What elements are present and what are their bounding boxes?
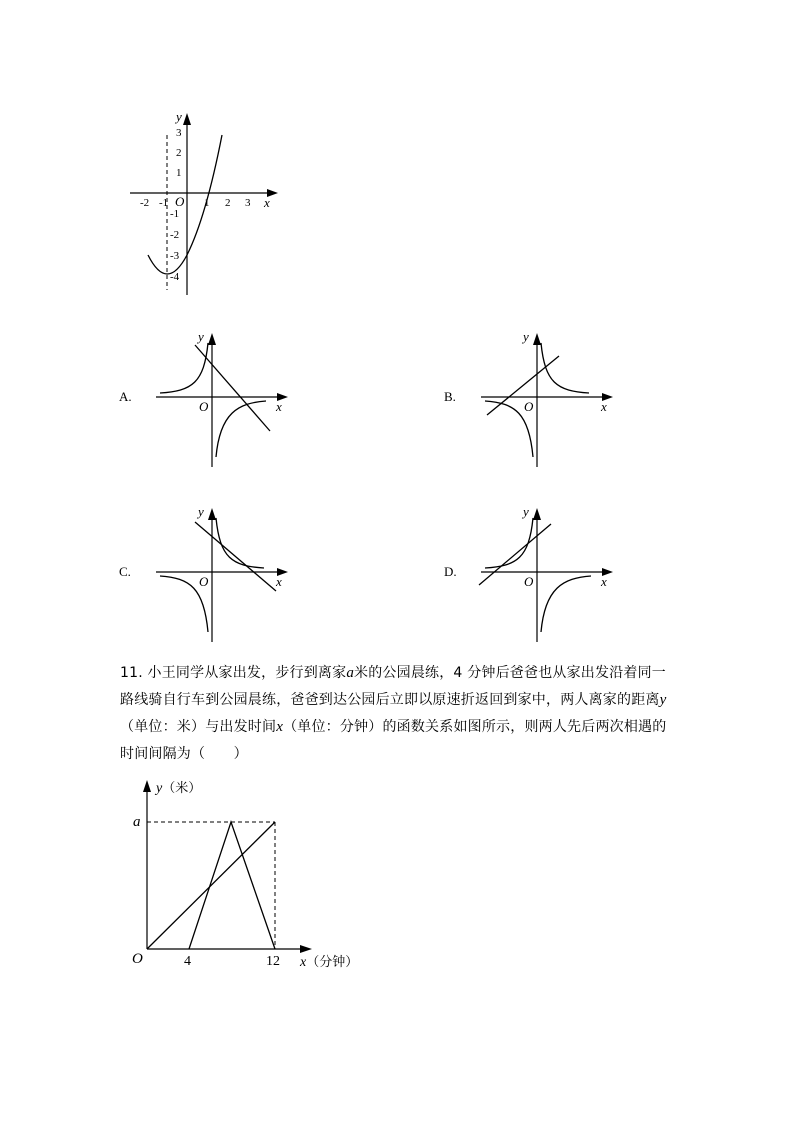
x-tick: 3 <box>245 197 251 209</box>
xiaowang-line <box>147 822 275 949</box>
variable-y: y <box>659 692 667 708</box>
y-tick: -4 <box>170 271 180 283</box>
y-tick: -2 <box>170 229 180 241</box>
question-text-part: 小王同学从家出发，步行到离家 <box>142 665 347 681</box>
y-tick: 3 <box>176 127 182 139</box>
hyperbola-branch <box>160 343 208 393</box>
question-number: 11. <box>120 665 143 681</box>
quadratic-graph <box>120 105 290 305</box>
y-axis-arrow <box>143 780 151 792</box>
option-c-label: C. <box>119 564 131 579</box>
y-var-label: y（米） <box>156 781 202 796</box>
y-label: y <box>198 329 204 344</box>
x-tick: 1 <box>204 197 210 209</box>
x-var-label: x（分钟） <box>300 955 359 970</box>
y-tick: 2 <box>176 147 182 159</box>
distance-time-graph <box>125 775 375 975</box>
variable-a: a <box>346 665 355 681</box>
question-text-part: （单位：米）与出发时间 <box>120 719 277 735</box>
origin-label: O <box>175 194 185 209</box>
question-text-part: （单位：分钟）的函数关系如图所示，则两人先后两次相遇的时间间隔为（ ） <box>120 719 667 762</box>
origin-label: O <box>524 399 534 414</box>
y-tick: -3 <box>170 250 180 262</box>
hyperbola-branch <box>541 576 591 632</box>
x-tick-12: 12 <box>266 954 280 969</box>
x-label: x <box>601 399 607 414</box>
y-label: y <box>523 329 529 344</box>
x-label: x <box>276 399 282 414</box>
question-text-part: 米的公园晨练，4 分钟后爸爸也从家出发沿着同一路线骑自行车到公园晨练，爸爸到达公园后立即以原速折返回到家中，两人离家的距离 <box>120 665 666 708</box>
y-axis-arrow <box>533 333 541 345</box>
x-label: x <box>264 195 270 210</box>
option-b-graph[interactable] <box>475 325 625 470</box>
y-axis-arrow <box>183 113 191 125</box>
y-label: y <box>176 109 182 124</box>
y-axis-arrow <box>533 508 541 520</box>
x-axis-arrow <box>300 945 312 953</box>
option-a-label: A. <box>119 389 132 404</box>
option-d-label: D. <box>444 564 457 579</box>
y-tick: -1 <box>170 208 180 220</box>
hyperbola-branch <box>216 401 266 457</box>
variable-x: x <box>276 719 284 735</box>
option-b-label: B. <box>444 389 456 404</box>
x-label: x <box>601 574 607 589</box>
straight-line <box>487 356 559 415</box>
x-unit: （分钟） <box>306 955 359 970</box>
origin-label: O <box>199 399 209 414</box>
y-unit: （米） <box>162 781 202 796</box>
origin-label: O <box>524 574 534 589</box>
question-11-text <box>120 660 680 768</box>
y-axis-arrow <box>208 333 216 345</box>
x-tick-labels <box>140 197 251 209</box>
a-label: a <box>133 814 141 830</box>
x-label: x <box>276 574 282 589</box>
option-c-graph[interactable] <box>150 500 300 645</box>
x-tick: 2 <box>225 197 231 209</box>
x-tick: -2 <box>140 197 150 209</box>
option-d-graph[interactable] <box>475 500 625 645</box>
origin-label: O <box>199 574 209 589</box>
hyperbola-branch <box>541 343 589 393</box>
hyperbola-branch <box>485 518 533 568</box>
origin-label: O <box>132 951 143 967</box>
y-label: y <box>523 504 529 519</box>
y-label: y <box>198 504 204 519</box>
option-a-graph[interactable] <box>150 325 300 470</box>
x-tick: -1 <box>159 197 169 209</box>
y-axis-arrow <box>208 508 216 520</box>
straight-line <box>479 524 551 585</box>
x-tick-4: 4 <box>184 954 191 969</box>
straight-line <box>195 345 270 431</box>
father-line <box>189 822 275 949</box>
y-tick: 1 <box>176 167 182 179</box>
